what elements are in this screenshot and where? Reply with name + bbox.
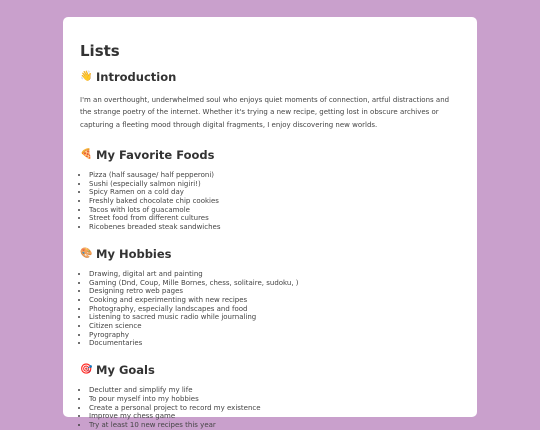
intro-heading-label: Introduction — [96, 70, 177, 84]
list-item: • To pour myself into my hobbies — [89, 395, 460, 404]
list-item: • Street food from different cultures — [89, 214, 460, 223]
list-item: • Listening to sacred music radio while journaling — [89, 313, 460, 322]
foods-heading-label: My Favorite Foods — [96, 147, 215, 162]
goals-list — [80, 386, 460, 430]
goals-heading — [80, 362, 460, 378]
waving-hand-icon: 👋 — [80, 71, 93, 82]
foods-heading — [80, 147, 460, 163]
list-item: • Sushi (especially salmon nigiri!) — [89, 180, 460, 189]
list-item: • Declutter and simplify my life — [89, 386, 460, 395]
list-item: • Try at least 10 new recipes this year — [89, 421, 460, 430]
intro-heading — [80, 69, 460, 85]
foods-section — [80, 147, 460, 232]
list-item: • Improve my chess game — [89, 412, 460, 421]
list-item: • Create a personal project to record my existence — [89, 404, 460, 413]
palette-icon: 🎨 — [80, 247, 93, 259]
foods-list — [80, 171, 460, 232]
list-item: • Tacos with lots of guacamole — [89, 206, 460, 215]
list-item: • Designing retro web pages — [89, 287, 460, 296]
page-title: Lists — [80, 42, 120, 60]
list-item: • Citizen science — [89, 322, 460, 331]
hobbies-section — [80, 246, 460, 348]
pizza-icon: 🍕 — [80, 148, 93, 160]
target-icon: 🎯 — [80, 364, 93, 376]
goals-section — [80, 362, 460, 430]
hobbies-list — [80, 270, 460, 348]
list-item: • Cooking and experimenting with new recipes — [89, 296, 460, 305]
hobbies-heading — [80, 246, 460, 262]
list-item: • Pyrography — [89, 331, 460, 340]
list-item: • Documentaries — [89, 339, 460, 348]
list-item: • Gaming (Dnd, Coup, Mille Bornes, chess, solitaire, sudoku, ) — [89, 279, 460, 288]
content-card — [63, 17, 477, 429]
list-item: • Ricobenes breaded steak sandwiches — [89, 223, 460, 232]
intro-text: I'm an overthought, underwhelmed soul who enjoys quiet moments of connection, artful distractions and the strange poetry of the internet. Whether it's trying a new recipe, getting lost in obscure archives or capturing a fleeting mood through digital fragments, I enjoy discovering new worlds. — [80, 96, 450, 129]
hobbies-heading-label: My Hobbies — [96, 246, 172, 261]
list-item: • Pizza (half sausage/ half pepperoni) — [89, 171, 460, 180]
list-item: • Spicy Ramen on a cold day — [89, 188, 460, 197]
list-item: • Freshly baked chocolate chip cookies — [89, 197, 460, 206]
intro-section — [80, 69, 460, 131]
goals-heading-label: My Goals — [96, 363, 155, 378]
list-item: • Drawing, digital art and painting — [89, 270, 460, 279]
list-item: • Photography, especially landscapes and food — [89, 305, 460, 314]
